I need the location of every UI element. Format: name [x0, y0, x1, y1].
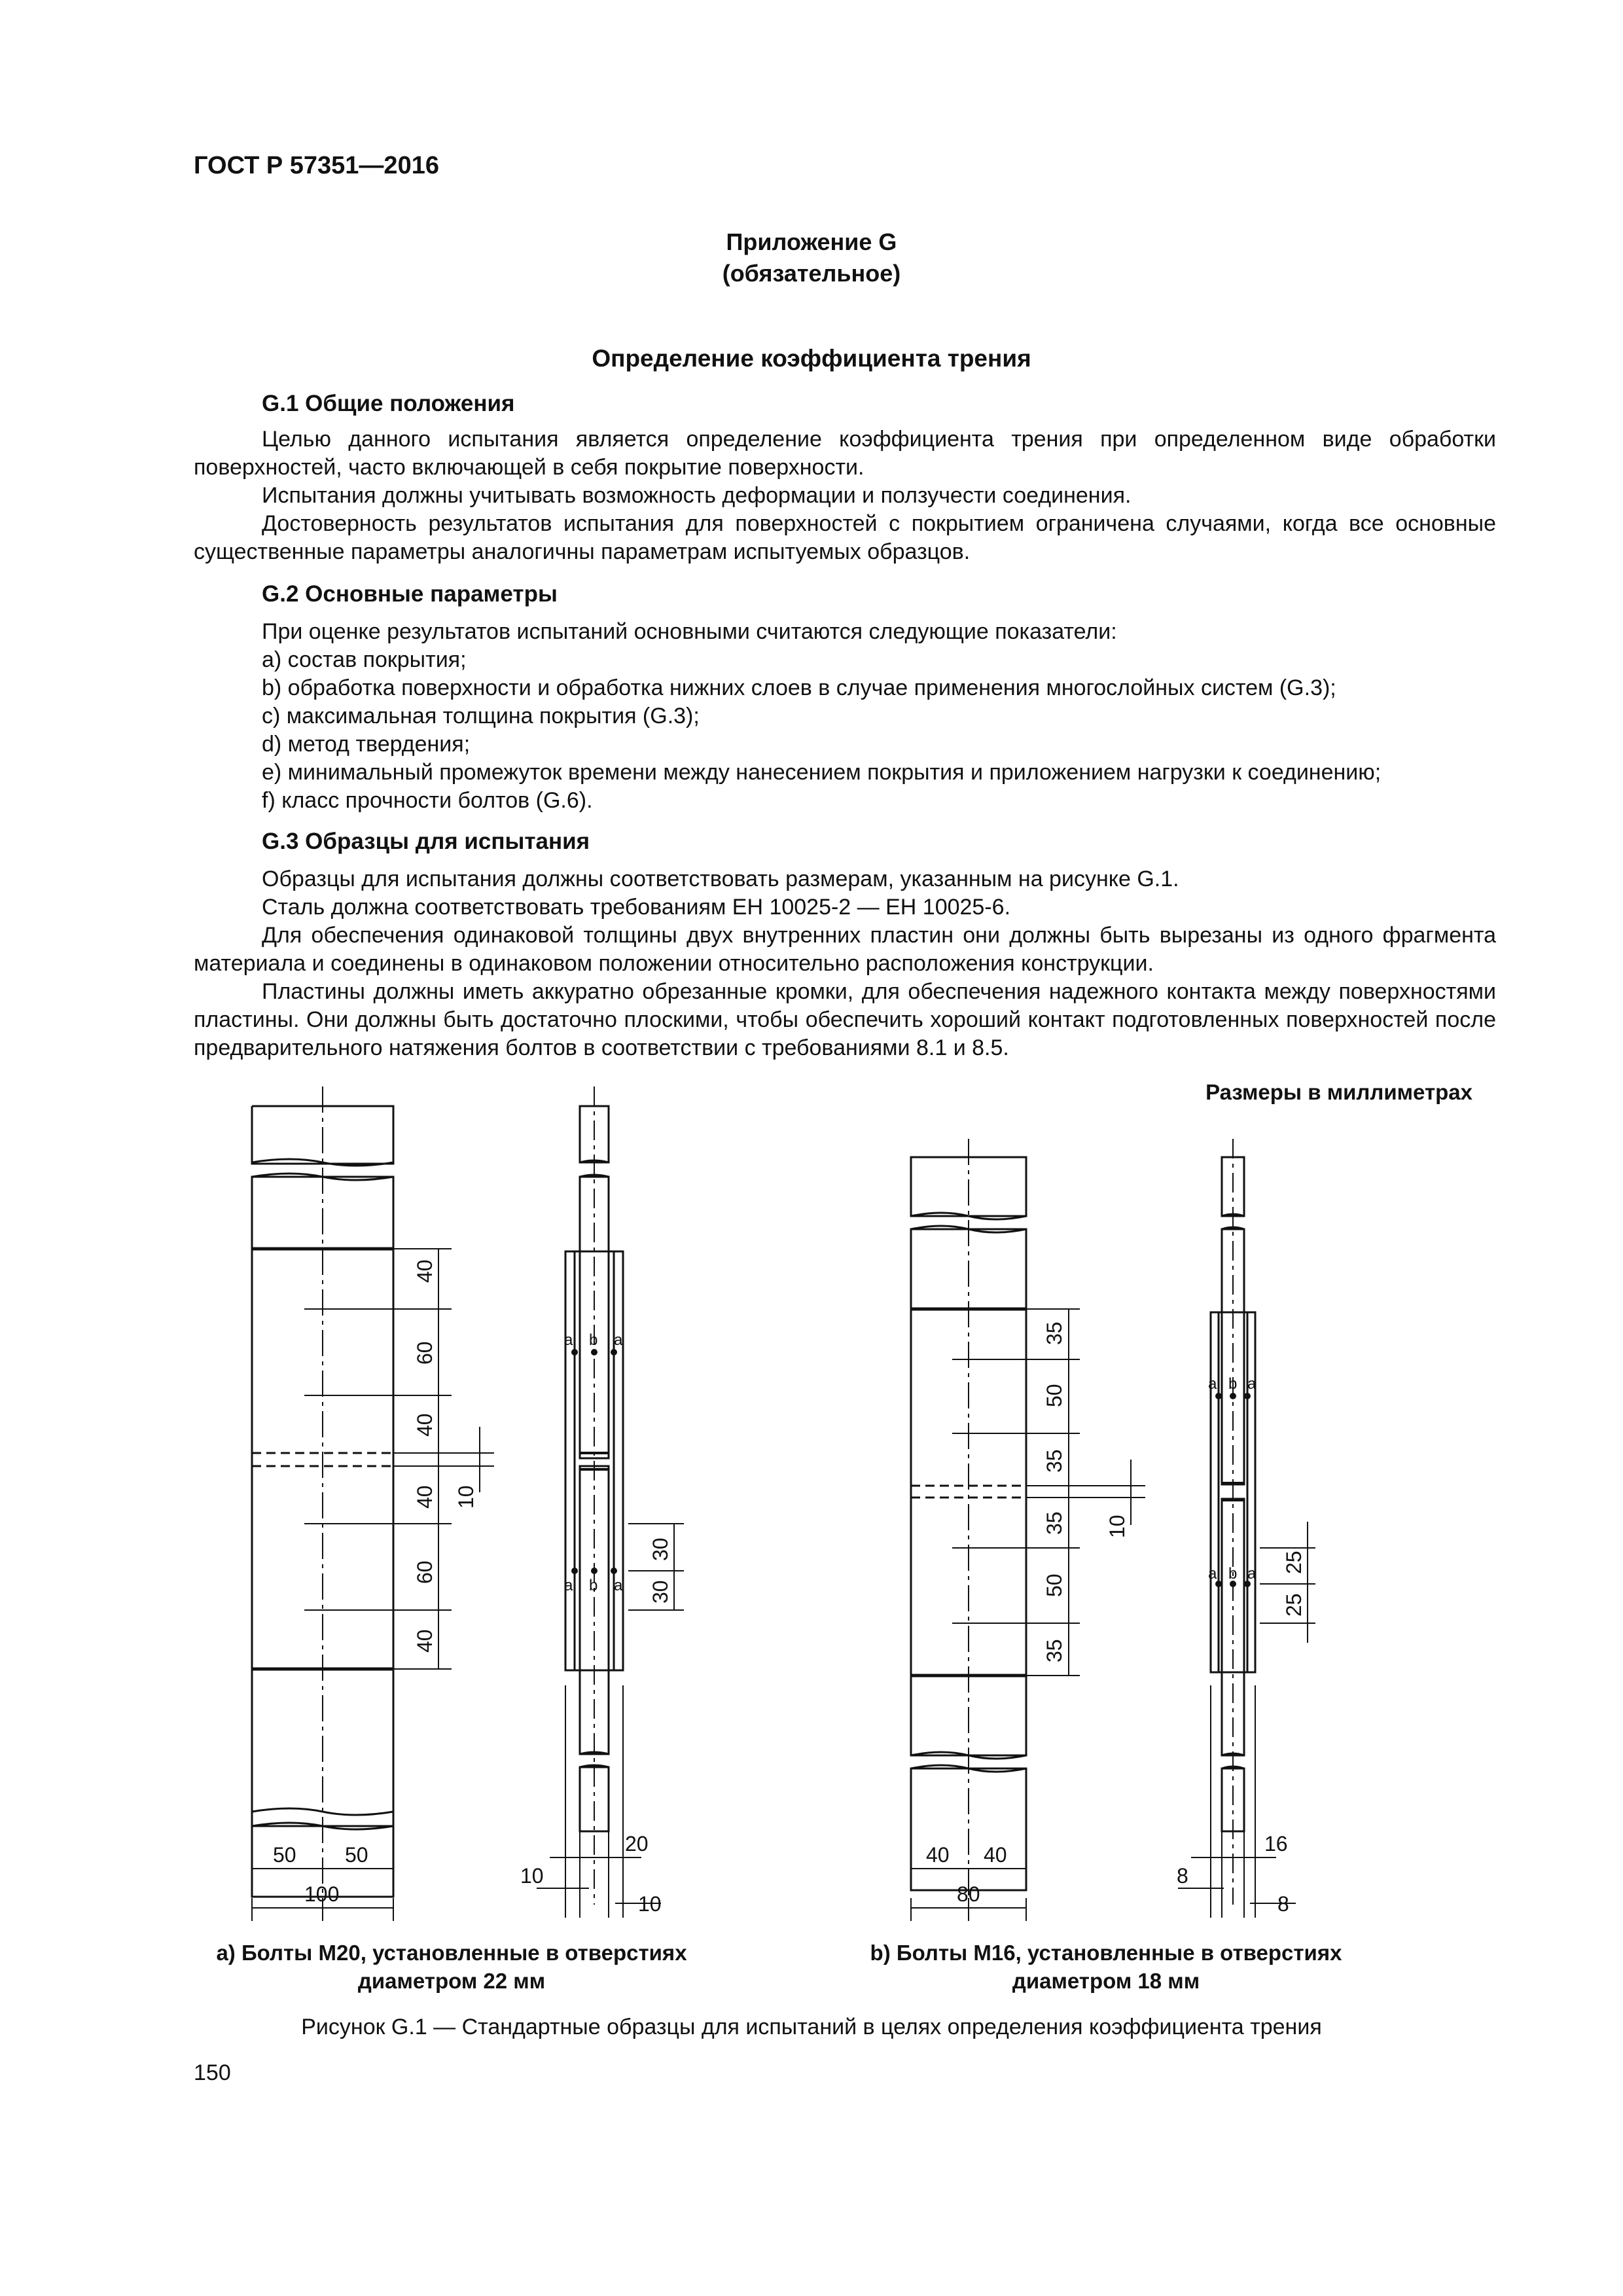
dim-label: 60	[413, 1341, 437, 1365]
dim-label: 40	[413, 1629, 437, 1653]
bolt-dot	[591, 1349, 597, 1355]
bolt-label: a	[1208, 1375, 1217, 1393]
list-item: c) максимальная толщина покрытия (G.3);	[262, 704, 700, 728]
bolt-dot	[1244, 1393, 1251, 1399]
units-note: Размеры в миллиметрах	[1205, 1080, 1472, 1104]
section-g1-paragraph-3: Достоверность результатов испытания для поверхностей с покрытием ограничена случаями, когда все основные существенные параметры аналогичны параметрам испытуемых образцов.	[194, 511, 1496, 564]
bolt-label: a	[1247, 1565, 1257, 1583]
main-title: Определение коэффициента трения	[592, 345, 1031, 372]
dim-label: 50	[273, 1843, 296, 1867]
dim-label: 10	[454, 1485, 478, 1509]
annex-status: (обязательное)	[722, 260, 901, 287]
dim-label: 40	[413, 1485, 437, 1509]
dim-label: 35	[1043, 1639, 1066, 1662]
section-g1-paragraph-1: Целью данного испытания является определение коэффициента трения при определенном виде обработки поверхностей, часто включающей в себя покрытие поверхности.	[194, 427, 1496, 480]
document-header: ГОСТ Р 57351—2016	[194, 152, 439, 179]
figure-caption-a	[196, 1939, 707, 1995]
dim-label: 10	[1105, 1515, 1129, 1538]
dim-label: 8	[1277, 1892, 1289, 1916]
bolt-dot	[611, 1349, 617, 1355]
specimen-a-front-view	[252, 1086, 393, 1905]
bolt-label: b	[1228, 1375, 1238, 1393]
section-g2-heading: G.2 Основные параметры	[262, 581, 558, 607]
figure-caption: Рисунок G.1 — Стандартные образцы для испытаний в целях определения коэффициента трения	[301, 2015, 1322, 2039]
section-g3-paragraph-3: Для обеспечения одинаковой толщины двух внутренних пластин они должны быть вырезаны из одного фрагмента материала и соединены в одинаковом положении относительно расположения конструкции.	[194, 923, 1496, 976]
dim-label: 50	[1043, 1384, 1066, 1407]
list-item: f) класс прочности болтов (G.6).	[262, 788, 593, 813]
dim-label: 35	[1043, 1511, 1066, 1535]
bolt-label: a	[564, 1331, 573, 1349]
specimen-b-side-view	[1211, 1139, 1315, 1918]
dim-label: 40	[984, 1843, 1007, 1867]
bolt-label: a	[614, 1577, 623, 1594]
annex-title: Приложение G	[726, 228, 897, 255]
dim-label: 60	[413, 1560, 437, 1584]
caption-a-line-1: а) Болты М20, установленные в отверстиях	[216, 1941, 687, 1965]
caption-b-line-1: b) Болты М16, установленные в отверстиях	[870, 1941, 1342, 1965]
bolt-label: b	[589, 1331, 598, 1349]
list-item: b) обработка поверхности и обработка нижних слоев в случае применения многослойных систем (G.3);	[262, 675, 1336, 700]
bolt-label: b	[589, 1577, 598, 1594]
dim-label: 10	[638, 1892, 662, 1916]
dim-label: 100	[304, 1882, 340, 1906]
bolt-label: a	[1208, 1565, 1217, 1583]
dim-label: 50	[345, 1843, 368, 1867]
bolt-label: b	[1228, 1565, 1238, 1583]
dim-label: 10	[520, 1864, 544, 1888]
section-g3-paragraph-1: Образцы для испытания должны соответствовать размерам, указанным на рисунке G.1.	[262, 867, 1179, 891]
section-g1-heading: G.1 Общие положения	[262, 391, 515, 416]
dimension-chain-a	[340, 1249, 494, 1669]
dim-label: 25	[1282, 1551, 1306, 1574]
dim-label: 40	[413, 1259, 437, 1283]
section-g3-paragraph-2: Сталь должна соответствовать требованиям ЕН 10025-2 — ЕН 10025-6.	[262, 895, 1011, 920]
dimension-chain-b	[985, 1309, 1145, 1676]
list-item: e) минимальный промежуток времени между нанесением покрытия и приложением нагрузки к соединению;	[262, 760, 1382, 785]
bolt-dot	[1215, 1393, 1222, 1399]
section-g3-heading: G.3 Образцы для испытания	[262, 829, 590, 854]
list-item: a) состав покрытия;	[262, 647, 467, 672]
dim-label: 25	[1282, 1593, 1306, 1617]
section-g2-intro: При оценке результатов испытаний основными считаются следующие показатели:	[262, 619, 1117, 644]
dim-label: 35	[1043, 1449, 1066, 1473]
bolt-label: a	[564, 1577, 573, 1594]
dim-label: 80	[957, 1882, 980, 1906]
page-number: 150	[194, 2060, 231, 2085]
caption-b-line-2: диаметром 18 мм	[1012, 1969, 1200, 1993]
dim-label: 40	[413, 1413, 437, 1437]
dim-label: 50	[1043, 1573, 1066, 1597]
dim-label: 40	[926, 1843, 950, 1867]
dim-label: 16	[1264, 1832, 1288, 1856]
list-item: d) метод твердения;	[262, 732, 471, 757]
dim-label: 8	[1177, 1864, 1188, 1888]
bolt-dot	[571, 1568, 578, 1574]
dim-label: 30	[649, 1537, 672, 1561]
section-g3-paragraph-4: Пластины должны иметь аккуратно обрезанные кромки, для обеспечения надежного контакта между поверхностями пластины. Они должны быть достаточно плоскими, чтобы обеспечить хороший контакт подготовленных поверхностей после предварительного натяжения болтов в соответствии с требованиями 8.1 и 8.5.	[194, 979, 1496, 1060]
specimen-b-front-view	[911, 1139, 1026, 1905]
bolt-dot	[591, 1568, 597, 1574]
bolt-dot	[611, 1568, 617, 1574]
caption-a-line-2: диаметром 22 мм	[357, 1969, 546, 1993]
specimen-a-side-view	[565, 1086, 684, 1918]
section-g1-paragraph-2: Испытания должны учитывать возможность деформации и ползучести соединения.	[262, 483, 1132, 508]
bolt-dot	[571, 1349, 578, 1355]
figure-caption-b	[851, 1939, 1361, 1995]
dim-label: 30	[649, 1580, 672, 1604]
bolt-label: a	[614, 1331, 623, 1349]
bolt-dot	[1230, 1393, 1236, 1399]
bolt-label: a	[1247, 1375, 1257, 1393]
dim-label: 35	[1043, 1321, 1066, 1345]
dim-label: 20	[625, 1832, 649, 1856]
